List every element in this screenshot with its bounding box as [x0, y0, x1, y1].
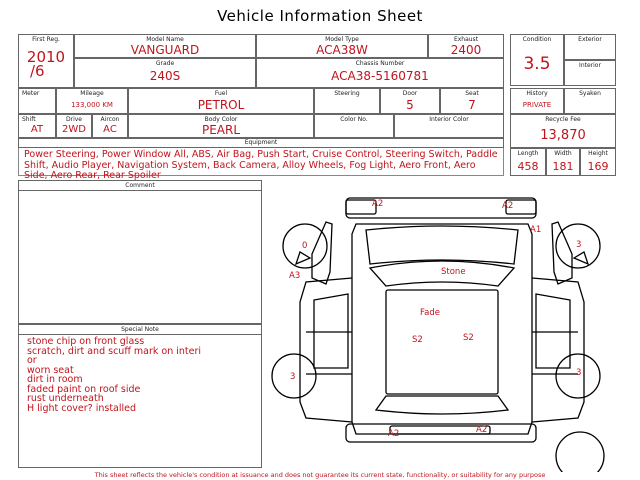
mark-front-corner: A1 — [530, 225, 542, 235]
aircon-cell — [92, 114, 128, 138]
special-note-divider — [19, 334, 261, 335]
special-note-line: scratch, dirt and scuff mark on interi — [27, 345, 202, 357]
exterior-label: Exterior — [578, 36, 602, 43]
comment-divider — [19, 190, 261, 191]
car-diagram — [270, 182, 622, 472]
hood — [366, 226, 518, 264]
chassis-value: ACA38-5160781 — [331, 69, 429, 83]
mileage-label: Mileage — [80, 90, 104, 97]
disclaimer-footer: This sheet reflects the vehicle's condition at issuance and does not guarantee its current state, functionality, or suitability for any purpose — [94, 471, 546, 479]
interior-color-cell — [394, 114, 504, 138]
chassis-label: Chassis Number — [355, 60, 405, 67]
page-title: Vehicle Information Sheet — [217, 7, 423, 25]
left-side-panel — [300, 278, 352, 422]
right-mirror — [574, 252, 588, 264]
width-value: 181 — [552, 160, 574, 173]
interior-label: Interior — [579, 62, 601, 69]
seat-value: 7 — [468, 98, 476, 112]
condition-cell — [510, 34, 564, 86]
history-cell — [510, 88, 564, 114]
door-cell — [380, 88, 440, 114]
seat-label: Seat — [465, 90, 479, 97]
aircon-value: AC — [103, 124, 117, 135]
drive-label: Drive — [66, 116, 82, 123]
first-reg-month: /6 — [30, 62, 45, 80]
exhaust-label: Exhaust — [453, 36, 479, 43]
first-reg-label: First Reg. — [32, 36, 60, 43]
model-name-label: Model Name — [146, 36, 184, 43]
shift-value: AT — [30, 124, 44, 135]
special-note-line: or — [27, 355, 37, 366]
meter-cell — [18, 88, 56, 114]
interior-color-label: Interior Color — [429, 116, 469, 123]
left-mirror — [296, 252, 310, 264]
model-type-cell — [256, 34, 428, 58]
mark-front-left: A2 — [372, 199, 384, 209]
special-note-line: faded paint on roof side — [27, 383, 141, 395]
rear-plate-area — [390, 426, 490, 434]
roof — [386, 290, 498, 394]
left-window — [314, 294, 348, 368]
mark-wheel-front-right: 3 — [576, 240, 582, 250]
drive-cell — [56, 114, 92, 138]
exterior-cell — [564, 34, 616, 60]
width-cell — [546, 148, 580, 176]
body-color-value: PEARL — [201, 123, 241, 137]
special-note-line: H light cover? installed — [27, 402, 137, 414]
equipment-value: Power Steering, Power Window All, ABS, Air Bag, Push Start, Cruise Control, Steering Switch, Paddle Shift, Audio Player, Navigation System, Back Camera, Alloy Wheels, Fog Light, Aero Front, Aero Side, Aero Rear, Rear Spoiler — [24, 149, 498, 181]
fuel-cell — [128, 88, 314, 114]
door-value: 5 — [406, 98, 414, 112]
mark-wheel-rear-left: 3 — [290, 372, 296, 382]
mark-seat-left: S2 — [412, 335, 423, 345]
comment-box — [18, 180, 262, 324]
seat-cell — [440, 88, 504, 114]
history-value: PRIVATE — [522, 101, 552, 109]
exhaust-cell — [428, 34, 504, 58]
mark-left-side: A3 — [289, 271, 301, 281]
special-note-line: dirt in room — [27, 374, 83, 385]
grade-label: Grade — [155, 60, 175, 67]
door-label: Door — [402, 90, 418, 97]
grade-value: 240S — [149, 69, 181, 83]
mileage-value: 133,000 KM — [71, 101, 113, 109]
height-cell — [580, 148, 616, 176]
recycle-value: 13,870 — [540, 128, 586, 143]
recycle-label: Recycle Fee — [545, 116, 581, 123]
steering-cell — [314, 88, 380, 114]
color-no-cell — [314, 114, 394, 138]
model-type-value: ACA38W — [316, 43, 368, 57]
length-cell — [510, 148, 546, 176]
condition-value: 3.5 — [523, 54, 551, 74]
mark-rear-left: A2 — [388, 429, 400, 439]
mark-wheel-front-left: 0 — [302, 241, 308, 251]
mark-wheel-rear-right: 3 — [576, 368, 582, 378]
fuel-value: PETROL — [197, 98, 245, 112]
body-color-label: Body Color — [204, 116, 238, 123]
chassis-cell — [256, 58, 504, 88]
first-reg-year: 2010 — [26, 48, 66, 66]
shift-label: Shift — [22, 116, 36, 123]
right-side-panel — [532, 278, 584, 422]
mark-roof: Fade — [420, 308, 440, 318]
right-window — [536, 294, 570, 368]
mark-seat-right: S2 — [463, 333, 474, 343]
syaken-label: Syaken — [579, 90, 601, 97]
special-note-line: worn seat — [27, 364, 74, 376]
model-name-cell — [74, 34, 256, 58]
interior-cell — [564, 60, 616, 86]
history-label: History — [526, 90, 548, 97]
shift-cell — [18, 114, 56, 138]
length-label: Length — [517, 150, 539, 157]
height-value: 169 — [587, 160, 609, 173]
drive-value: 2WD — [62, 124, 86, 135]
spare-wheel — [556, 432, 604, 472]
meter-label: Meter — [22, 90, 40, 97]
special-note-list — [27, 337, 201, 413]
syaken-cell — [564, 88, 616, 114]
length-value: 458 — [517, 160, 539, 173]
rear-bumper — [346, 424, 536, 442]
mark-rear-right: A2 — [476, 425, 488, 435]
equipment-label: Equipment — [244, 139, 278, 146]
fuel-label: Fuel — [214, 90, 228, 97]
model-name-value: VANGUARD — [130, 43, 200, 57]
mark-front-right: A2 — [502, 201, 514, 211]
steering-label: Steering — [334, 90, 360, 97]
equipment-header — [18, 138, 504, 148]
color-no-label: Color No. — [340, 116, 368, 123]
rear-window — [376, 396, 508, 414]
comment-label: Comment — [125, 182, 155, 189]
special-note-line: stone chip on front glass — [27, 336, 145, 347]
body-color-cell — [128, 114, 314, 138]
body-outline — [352, 224, 532, 434]
width-label: Width — [554, 150, 572, 157]
aircon-label: Aircon — [100, 116, 120, 123]
mark-windshield: Stone — [441, 267, 466, 277]
mileage-cell — [56, 88, 128, 114]
grade-cell — [74, 58, 256, 88]
special-note-line: rust underneath — [27, 393, 104, 404]
model-type-label: Model Type — [325, 36, 359, 43]
exhaust-value: 2400 — [450, 43, 482, 57]
condition-label: Condition — [522, 36, 552, 43]
special-note-label: Special Note — [121, 326, 159, 333]
first-reg-cell — [18, 34, 74, 88]
recycle-cell — [510, 114, 616, 148]
height-label: Height — [588, 150, 608, 157]
